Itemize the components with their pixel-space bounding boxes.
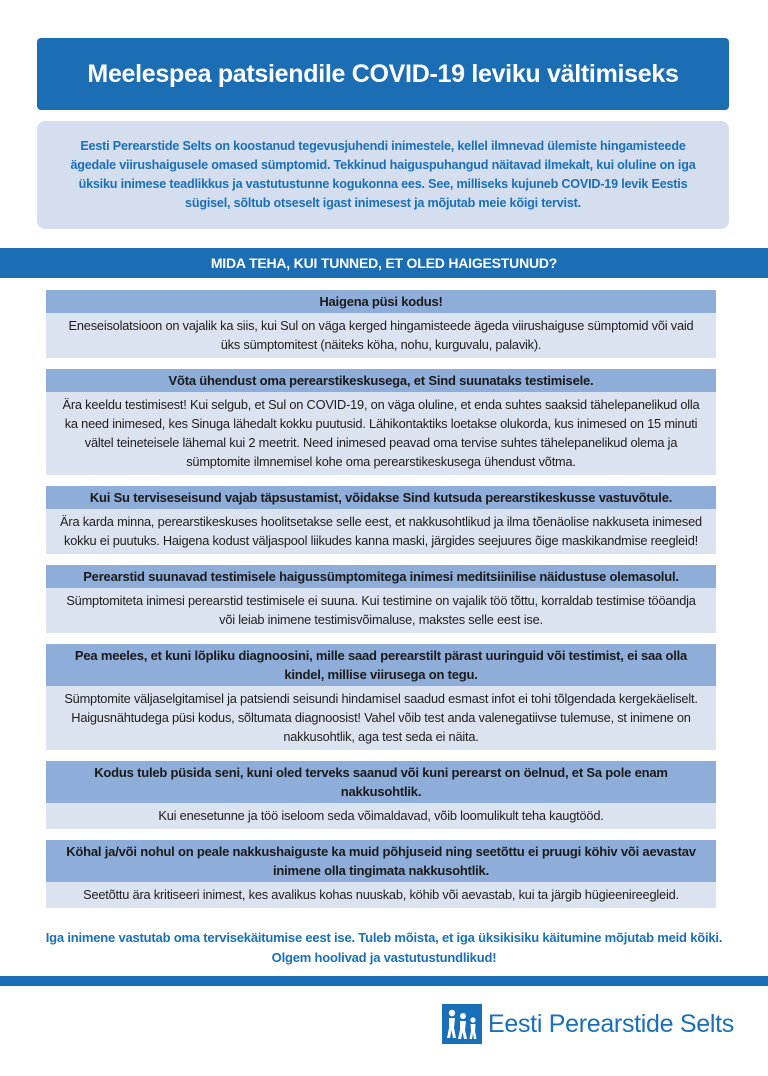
advice-heading: Haigena püsi kodus! [46,290,716,313]
advice-body: Ära keeldu testimisest! Kui selgub, et Sul on COVID-19, on väga oluline, et enda suhtes saaksid tähelepanelikud olla ka need inimesed, kes Sinuga lähedalt kokku puutusid. Lähikontaktiks loetakse olukorda, kus inimesed on 15 minuti vältel teineteisele lähemal kui 2 meetrit. Need inimesed peavad oma tervise suhtes tähelepanelikud olema ja sümptomite ilmnemisel kohe oma perearstikeskusega ühendust võtma. [46,392,716,475]
footer-divider [0,976,768,986]
organization-name: Eesti Perearstide Selts [488,1009,734,1038]
section-title: MIDA TEHA, KUI TUNNED, ET OLED HAIGESTUNUD? [210,255,558,271]
title-banner [37,38,729,110]
intro-box [37,121,729,229]
family-figures-icon [442,1004,482,1044]
page-title: Meelespea patsiendile COVID-19 leviku vältimiseks [87,59,679,88]
advice-heading: Võta ühendust oma perearstikeskusega, et Sind suunataks testimisele. [46,369,716,392]
advice-heading: Kodus tuleb püsida seni, kuni oled terveks saanud või kuni perearst on öelnud, et Sa pole enam nakkusohtlik. [46,761,716,803]
advice-card [46,840,716,908]
closing-line-2: Olgem hoolivad ja vastutustundlikud! [271,950,497,965]
advice-body: Ära karda minna, perearstikeskuses hoolitsetakse selle eest, et nakkusohtlikud ja ilma tõenäolise nakkuseta inimesed kokku ei puutuks. Haigena kodust väljaspool liikudes kanna maski, järgides seejuures õige maskikandmise reegleid! [46,509,716,554]
advice-body: Sümptomiteta inimesi perearstid testimisele ei suuna. Kui testimine on vajalik töö tõttu, korraldab testimise tööandja või leiab inimene testimisvõimaluse, makstes selle eest ise. [46,588,716,633]
advice-heading: Kui Su terviseseisund vajab täpsustamist, võidakse Sind kutsuda perearstikeskusse vastuvõtule. [46,486,716,509]
advice-card [46,486,716,554]
organization-logo [442,1004,734,1044]
advice-body: Kui enesetunne ja töö iseloom seda võimaldavad, võib loomulikult teha kaugtööd. [46,803,716,829]
closing-line-1: Iga inimene vastutab oma tervisekäitumise eest ise. Tuleb mõista, et iga üksikisiku käitumine mõjutab meid kõiki. [45,930,723,945]
advice-card [46,369,716,475]
advice-card [46,290,716,358]
advice-heading: Perearstid suunavad testimisele haigussümptomitega inimesi meditsiinilise näidustuse olemasolul. [46,565,716,588]
intro-text: Eesti Perearstide Selts on koostanud tegevusjuhendi inimestele, kellel ilmnevad ülemiste hingamisteede ägedale viirushaigusele omased sümptomid. Tekkinud haiguspuhangud näitavad ilmekalt, kui oluline on iga üksiku inimese teadlikkus ja vastutustunne kogukonna ees. See, milliseks kujuneb COVID-19 levik Eestis sügisel, sõltub otseselt igast inimesest ja mõjutab meie kõigi tervist. [70,139,696,210]
advice-list [46,290,716,919]
advice-card [46,565,716,633]
advice-heading: Köhal ja/või nohul on peale nakkushaiguste ka muid põhjuseid ning seetõttu ei pruugi köhiv või aevastav inimene olla tingimata nakkusohtlik. [46,840,716,882]
advice-card [46,761,716,829]
advice-card [46,644,716,750]
section-heading-bar [0,248,768,278]
closing-message [20,928,748,968]
advice-body: Sümptomite väljaselgitamisel ja patsiendi seisundi hindamisel saadud esmast infot ei tohi tõlgendada kergekäeliselt. Haigusnähtudega püsi kodus, sõltumata diagnoosist! Vahel võib test anda valenegatiivse tulemuse, st inimene on nakkusohtlik, aga test seda ei näita. [46,686,716,750]
advice-heading: Pea meeles, et kuni lõpliku diagnoosini, mille saad perearstilt pärast uuringuid või testimist, ei saa olla kindel, millise viirusega on tegu. [46,644,716,686]
advice-body: Seetõttu ära kritiseeri inimest, kes avalikus kohas nuuskab, köhib või aevastab, kui ta järgib hügieenireegleid. [46,882,716,908]
advice-body: Eneseisolatsioon on vajalik ka siis, kui Sul on väga kerged hingamisteede ägeda viirushaiguse sümptomid või vaid üks sümptomitest (näiteks köha, nohu, kurguvalu, palavik). [46,313,716,358]
